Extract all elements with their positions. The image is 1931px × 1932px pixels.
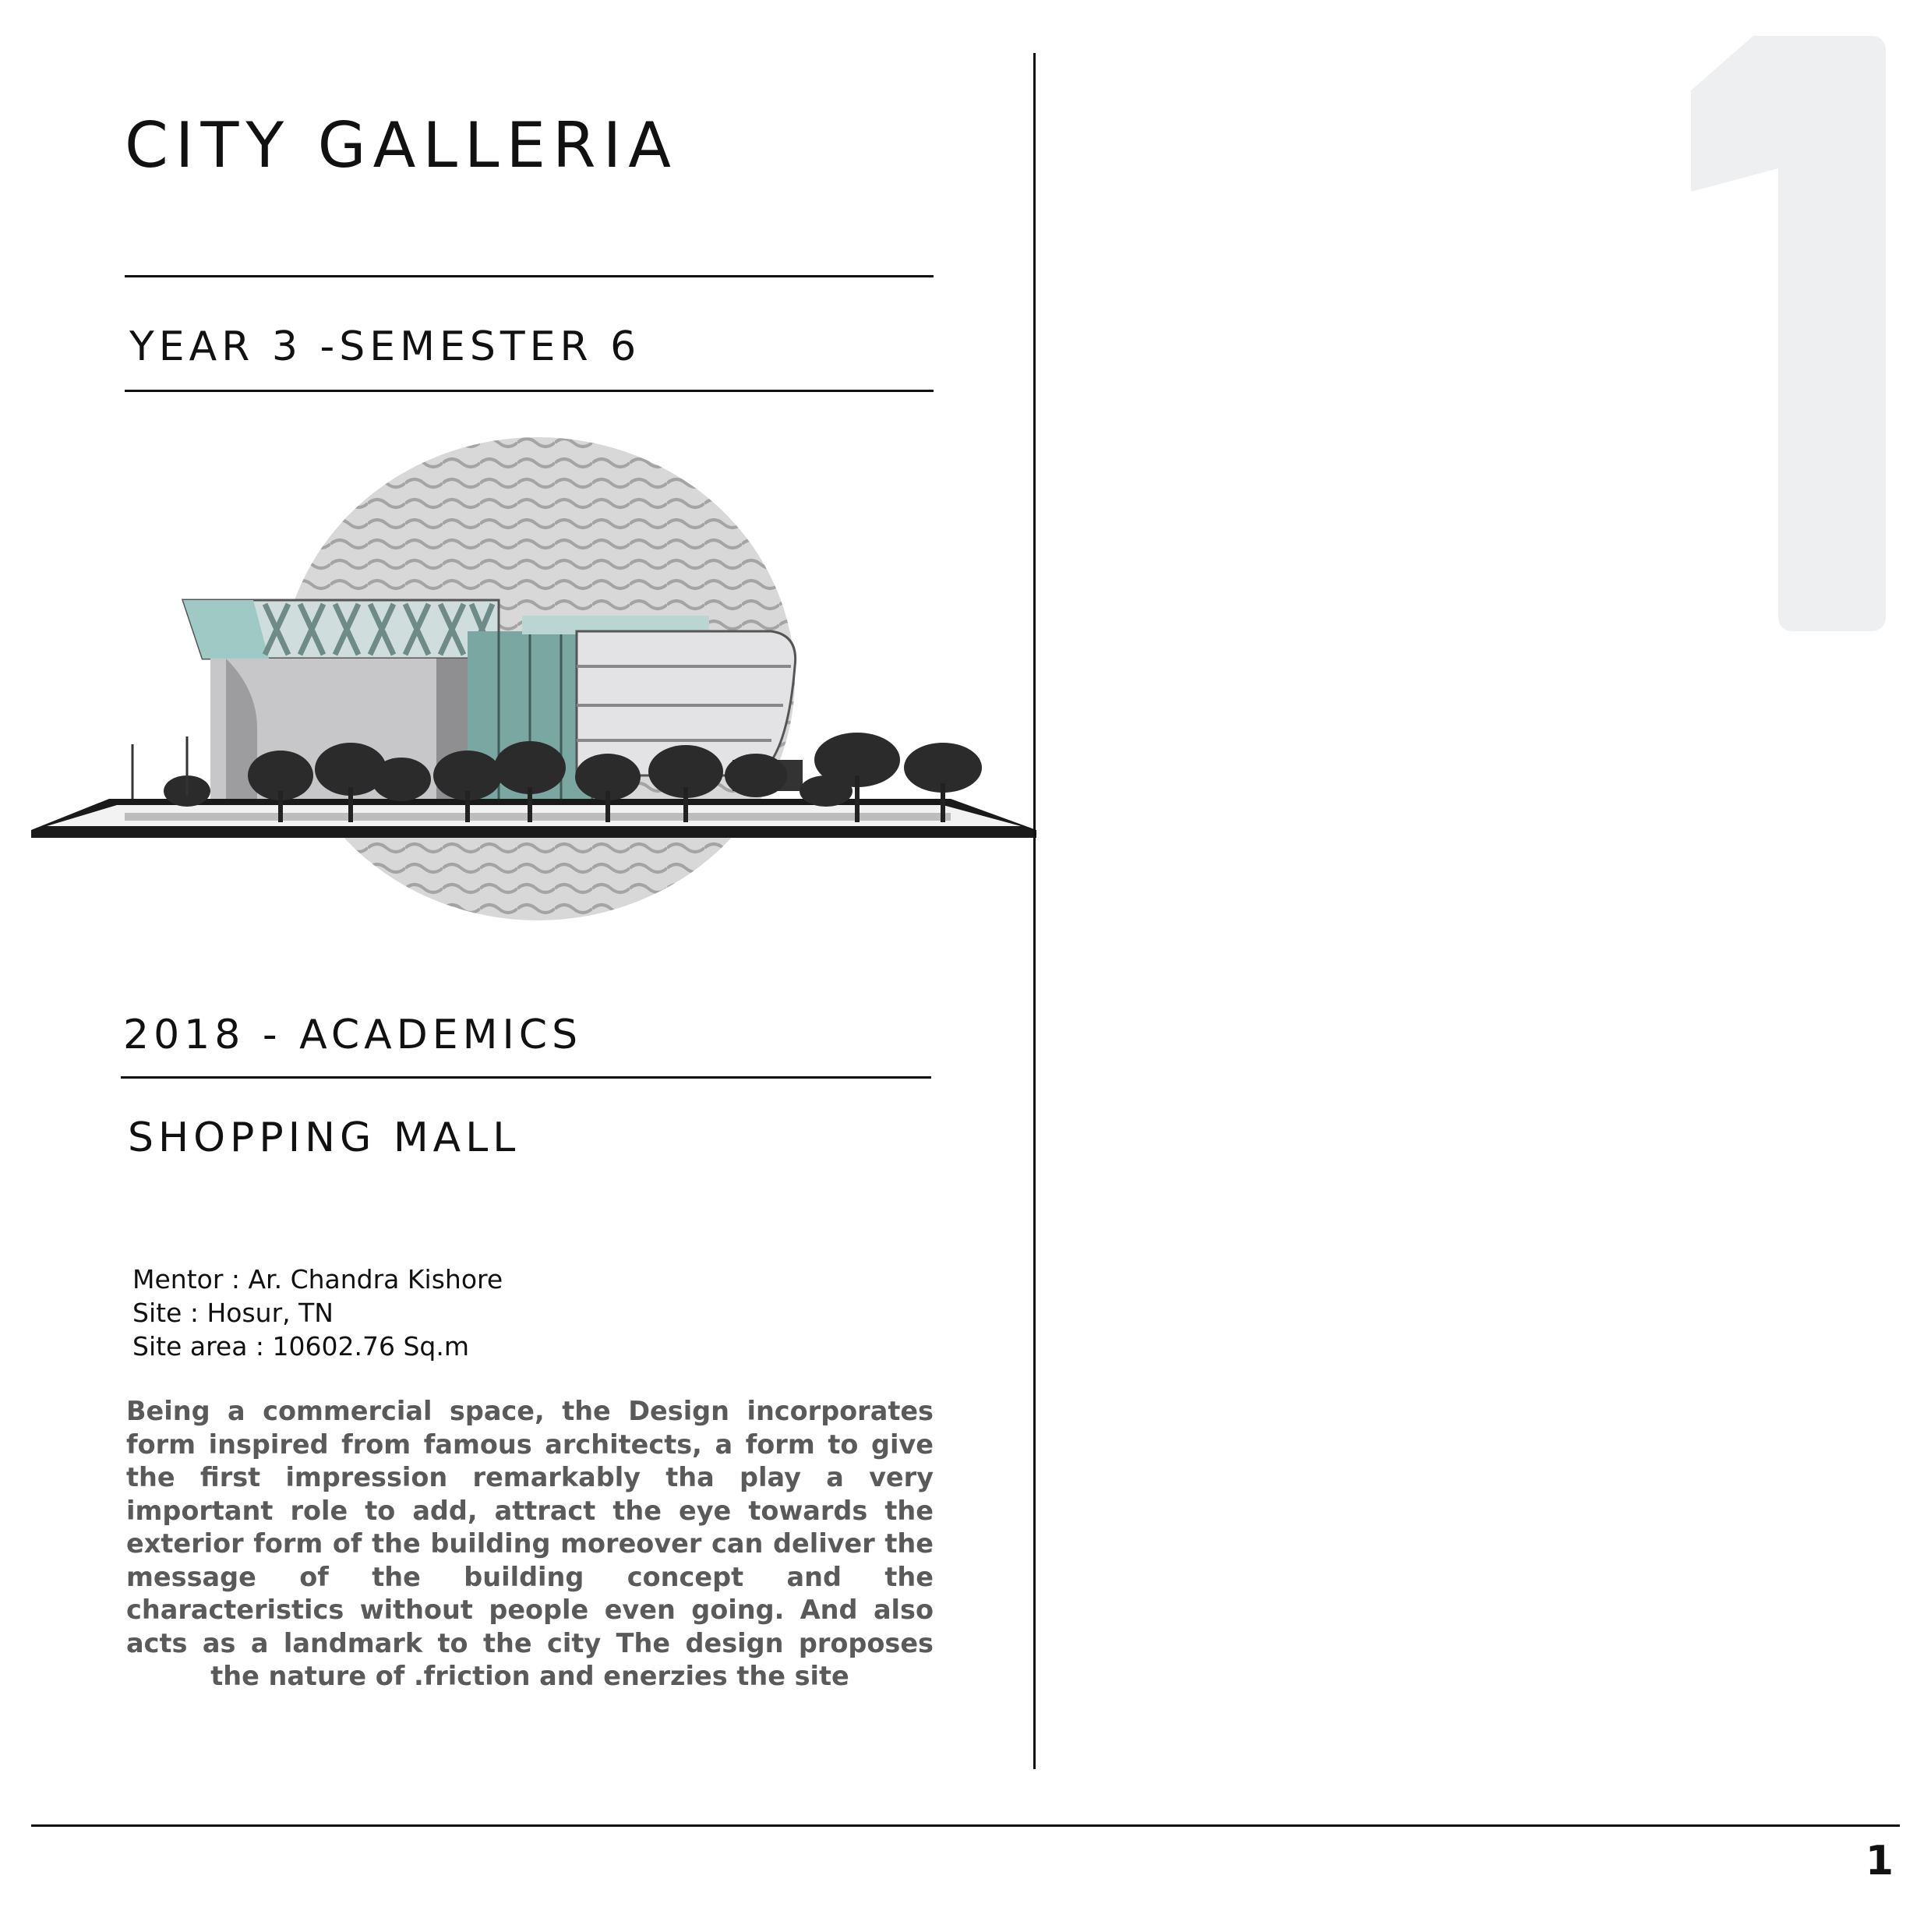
site-text: Site : Hosur, TN — [132, 1298, 334, 1328]
decorative-number-one — [1691, 36, 1886, 631]
column-divider — [1033, 53, 1036, 1769]
semester-label: YEAR 3 -SEMESTER 6 — [129, 323, 641, 370]
year-label: 2018 - ACADEMICS — [123, 1012, 583, 1058]
title-divider — [125, 275, 934, 277]
site-area-text: Site area : 10602.76 Sq.m — [132, 1331, 470, 1362]
page-number: 1 — [1865, 1838, 1894, 1884]
project-description: Being a commercial space, the Design incorporates form inspired from famous architects, a form to give the first impression remarkably tha play a very important role to add, attract the eye towards the exterior form of the building moreover can deliver the message of the building concept and the characteristics without people even going. And also acts as a landmark to the city The design proposes the nature of .friction and enerzies the site — [126, 1396, 934, 1691]
building-type-label: SHOPPING MALL — [128, 1114, 521, 1161]
project-details — [132, 1263, 503, 1363]
semester-divider — [125, 390, 934, 392]
footer-divider — [31, 1824, 1900, 1827]
building-render-image — [31, 433, 1036, 924]
project-title: CITY GALLERIA — [125, 109, 678, 182]
mentor-text: Mentor : Ar. Chandra Kishore — [132, 1264, 503, 1294]
year-divider — [121, 1076, 931, 1079]
